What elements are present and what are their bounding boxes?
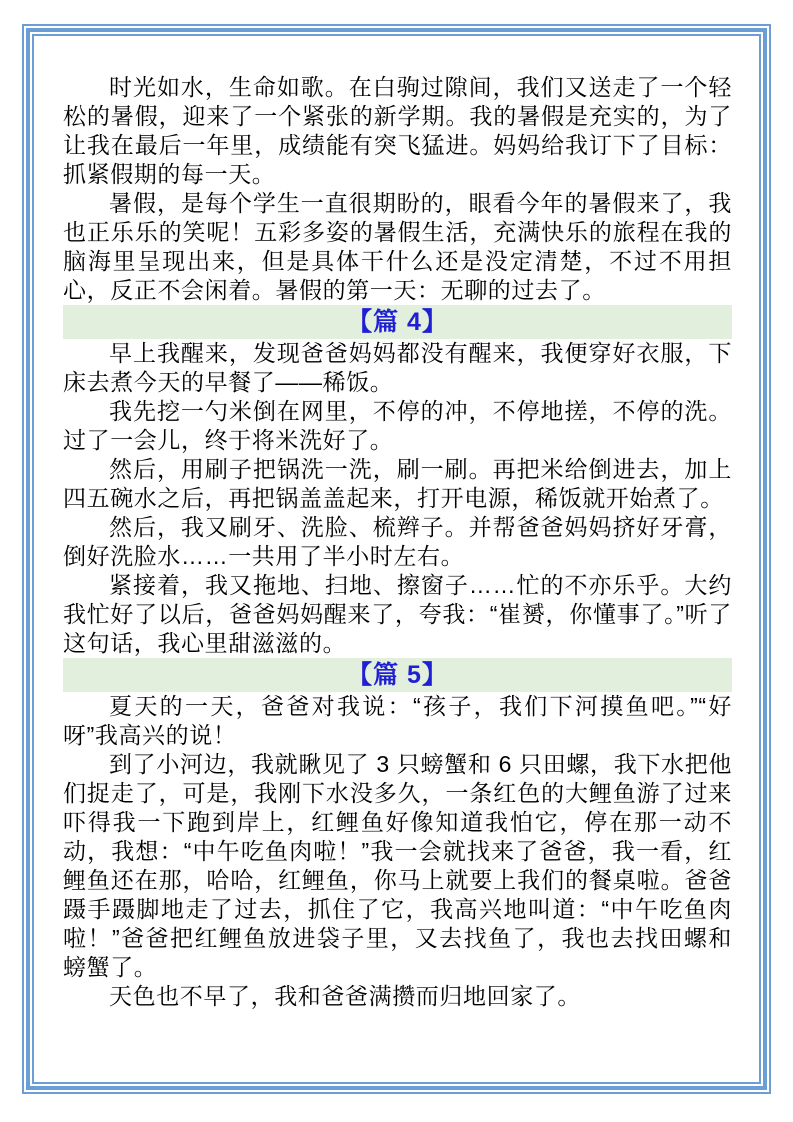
decorative-border-inner-line — [32, 34, 761, 1084]
paragraph-wake-up: 早上我醒来，发现爸爸妈妈都没有醒来，我便穿好衣服，下床去煮今天的早餐了——稀饭。 — [63, 340, 732, 395]
paragraph-summer-intro: 时光如水，生命如歌。在白驹过隙间，我们又送走了一个轻松的暑假，迎来了一个紧张的新学期。我的暑假是充实的，为了让我在最后一年里，成绩能有突飞猛进。妈妈给我订下了目标：抓紧假期的每一天。 — [63, 74, 732, 187]
paragraph-return-home: 天色也不早了，我和爸爸满攒而归地回家了。 — [109, 983, 581, 1009]
paragraph-chores-praise: 紧接着，我又拖地、扫地、擦窗子……忙的不亦乐乎。大约我忙好了以后，爸爸妈妈醒来了，夸我：“崔赟，你懂事了。”听了这句话，我心里甜滋滋的。 — [63, 572, 732, 656]
decorative-triple-border — [22, 24, 771, 1094]
paragraph-river-invite: 夏天的一天，爸爸对我说：“孩子，我们下河摸鱼吧。”“好呀”我高兴的说！ — [63, 693, 732, 748]
paragraph-summer-expectation: 暑假，是每个学生一直很期盼的，眼看今年的暑假来了，我也正乐乐的笑呢！五彩多姿的暑假生活，充满快乐的旅程在我的脑海里呈现出来，但是具体干什么还是没定清楚，不过不用担心，反正不会闲着。暑假的第一天：无聊的过去了。 — [63, 190, 732, 303]
document-body — [63, 73, 732, 1011]
decorative-border-middle-line — [26, 28, 767, 1090]
paragraph-catch-fish: 到了小河边，我就瞅见了 3 只螃蟹和 6 只田螺，我下水把他们捉走了，可是，我刚下水没多久，一条红色的大鲤鱼游了过来吓得我一下跑到岸上，红鲤鱼好像知道我怕它，停在那一动不动，我想：“中午吃鱼肉啦！”我一会就找来了爸爸，我一看，红鲤鱼还在那，哈哈，红鲤鱼，你马上就要上我们的餐桌啦。爸爸蹑手蹑脚地走了过去，抓住了它，我高兴地叫道：“中午吃鱼肉啦！”爸爸把红鲤鱼放进袋子里，又去找鱼了，我也去找田螺和螃蟹了。 — [63, 751, 732, 980]
paragraph-wash-rice: 我先挖一勺米倒在网里，不停的冲，不停地搓，不停的洗。过了一会儿，终于将米洗好了。 — [63, 398, 732, 453]
paragraph-cook-porridge: 然后，用刷子把锅洗一洗，刷一刷。再把米给倒进去，加上四五碗水之后，再把锅盖盖起来，打开电源，稀饭就开始煮了。 — [63, 456, 732, 511]
section-heading-essay-4: 【篇 4】 — [63, 305, 732, 339]
paragraph-morning-routine: 然后，我又刷牙、洗脸、梳辫子。并帮爸爸妈妈挤好牙膏，倒好洗脸水……一共用了半小时左右。 — [63, 514, 732, 569]
section-heading-essay-5: 【篇 5】 — [63, 658, 732, 692]
